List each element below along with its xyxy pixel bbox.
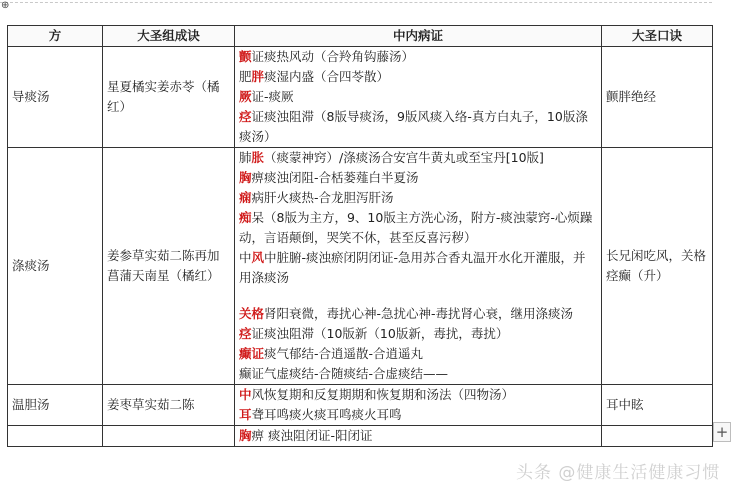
syndrome-cell: [235, 47, 602, 148]
syndrome-line: [239, 324, 597, 344]
header-syndrome: 中内病证: [235, 26, 602, 47]
formula-name: [8, 426, 103, 447]
mnemonic: 颤胖绝经: [602, 47, 713, 148]
disease-keyword: 中: [239, 387, 252, 402]
syndrome-text: 证痰热风动（合羚角钩藤汤）: [251, 49, 415, 64]
disease-keyword: 关格: [239, 306, 265, 321]
syndrome-text: 病肝火痰热-合龙胆泻肝汤: [251, 190, 394, 205]
syndrome-text: 肾阳衰微，毒扰心神-急扰心神-毒扰肾心衰，继用涤痰汤: [264, 306, 574, 321]
formula-name: 温胆汤: [8, 385, 103, 426]
prescription-table: [7, 25, 713, 447]
syndrome-text: 中脏腑-痰浊瘀闭阴闭证-急用苏合香丸温开水化开灌服，并用涤痰汤: [239, 250, 586, 285]
mnemonic: 长兄闲吃风，关格痉癫（升）: [602, 148, 713, 385]
header-formula: 方: [8, 26, 103, 47]
syndrome-line: [239, 107, 597, 147]
syndrome-line: [239, 208, 597, 248]
syndrome-text: 聋耳鸣痰火痰耳鸣痰火耳鸣: [251, 407, 402, 422]
disease-keyword: 痉: [239, 109, 252, 124]
syndrome-text: 风恢复期和反复期期和恢复期和汤法（四物汤）: [251, 387, 515, 402]
disease-keyword: 胖: [251, 69, 265, 84]
header-composition: 大圣组成诀: [103, 26, 235, 47]
formula-composition: 姜枣草实茹二陈: [103, 385, 235, 426]
syndrome-text: 证-痰厥: [251, 89, 294, 104]
disease-keyword: 痫: [239, 190, 252, 205]
syndrome-line: [239, 188, 597, 208]
table-row: [8, 426, 713, 447]
syndrome-line: [239, 87, 597, 107]
syndrome-line: [239, 364, 597, 384]
disease-keyword: 风: [251, 250, 265, 265]
line-gap: [239, 288, 597, 304]
syndrome-text: 痰湿内盛（合四苓散）: [264, 69, 390, 84]
disease-keyword: 颤: [239, 49, 252, 64]
formula-composition: [103, 426, 235, 447]
table-row: [8, 385, 713, 426]
disease-keyword: 痉: [239, 326, 252, 341]
table-anchor-icon[interactable]: ⊕: [1, 0, 10, 11]
syndrome-line: [239, 248, 597, 288]
syndrome-text: （痰蒙神窍）/涤痰汤合安宫牛黄丸或至宝丹[10版]: [264, 150, 544, 165]
disease-keyword: 痴: [239, 210, 252, 225]
syndrome-line: [239, 344, 597, 364]
syndrome-line: [239, 148, 597, 168]
syndrome-line: [239, 168, 597, 188]
disease-keyword: 耳: [239, 407, 252, 422]
syndrome-prefix: 肺: [239, 150, 252, 165]
formula-name: 导痰汤: [8, 47, 103, 148]
syndrome-text: 证痰浊阻滞（10版新（10版新，毒扰，毒扰）: [251, 326, 509, 341]
header-row: [8, 26, 713, 47]
syndrome-line: [239, 385, 597, 405]
mnemonic: 耳中眩: [602, 385, 713, 426]
syndrome-text: 痹痰浊闭阻-合栝蒌薤白半夏汤: [251, 170, 419, 185]
syndrome-text: 痰气郁结-合逍遥散-合逍遥丸: [264, 346, 424, 361]
syndrome-prefix: 中: [239, 250, 252, 265]
mnemonic: [602, 426, 713, 447]
syndrome-line: [239, 47, 597, 67]
syndrome-text: 癫证气虚痰结-合随痰结-合虚痰结——: [239, 366, 449, 381]
syndrome-cell: [235, 148, 602, 385]
syndrome-text: 痹 痰浊阻闭证-阳闭证: [251, 428, 373, 443]
syndrome-line: [239, 67, 597, 87]
table-row: [8, 148, 713, 385]
syndrome-text: 证痰浊阻滞（8版导痰汤，9版风痰入络-真方白丸子，10版涤痰汤）: [239, 109, 588, 144]
syndrome-prefix: 肥: [239, 69, 252, 84]
syndrome-line: [239, 405, 597, 425]
table-row: [8, 47, 713, 148]
formula-composition: 星夏橘实姜赤苓（橘红）: [103, 47, 235, 148]
disease-keyword: 胸: [239, 170, 252, 185]
disease-keyword: 胀: [251, 150, 265, 165]
formula-name: 涤痰汤: [8, 148, 103, 385]
syndrome-cell: [235, 426, 602, 447]
disease-keyword: 胸: [239, 428, 252, 443]
syndrome-line: [239, 304, 597, 324]
disease-keyword: 厥: [239, 89, 252, 104]
add-column-button[interactable]: +: [713, 422, 731, 442]
syndrome-line: [239, 426, 597, 446]
disease-keyword: 癫证: [239, 346, 265, 361]
watermark: 头条 @健康生活健康习惯: [516, 463, 721, 483]
header-mnemonic: 大圣口诀: [602, 26, 713, 47]
page-top-line: [0, 2, 712, 3]
formula-composition: 姜参草实茹二陈再加菖蒲天南星（橘红）: [103, 148, 235, 385]
syndrome-text: 呆（8版为主方，9、10版主方洗心汤，附方-痰浊蒙窍-心烦躁动，言语颠倒，哭笑不休，甚至反喜污秽）: [239, 210, 593, 245]
syndrome-cell: [235, 385, 602, 426]
